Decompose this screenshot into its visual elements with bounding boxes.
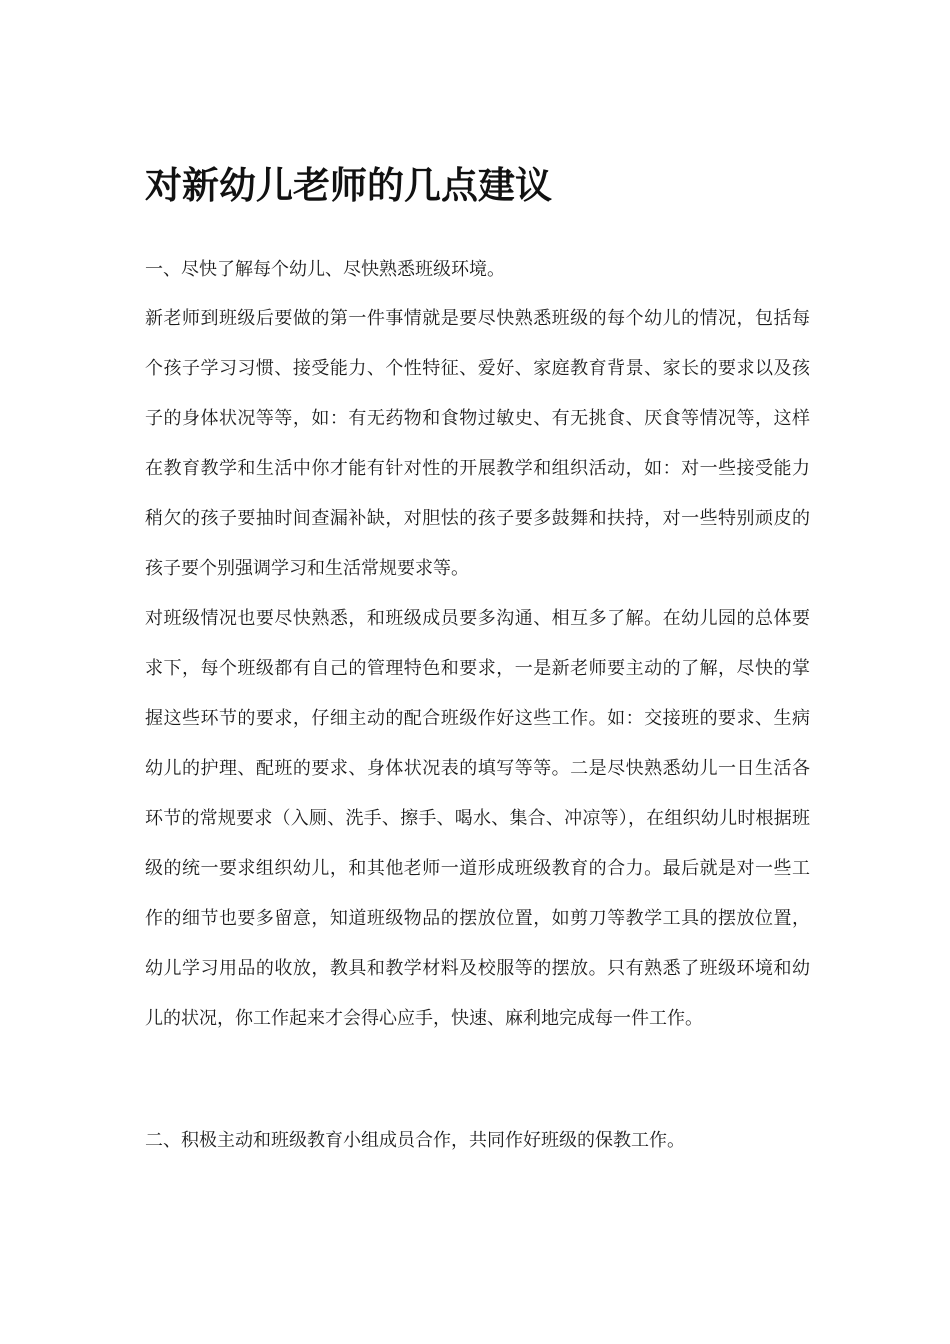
section-heading-1: 一、尽快了解每个幼儿、尽快熟悉班级环境。 (145, 259, 505, 280)
document-title: 对新幼儿老师的几点建议 (145, 164, 552, 207)
section-1-paragraph-2: 对班级情况也要尽快熟悉，和班级成员要多沟通、相互多了解。在幼儿园的总体要求下，每个班级都有自己的管理特色和要求，一是新老师要主动的了解，尽快的掌握这些环节的要求，仔细主动的配合班级作好这些工作。如：交接班的要求、生病幼儿的护理、配班的要求、身体状况表的填写等等。二是尽快熟悉幼儿一日生活各环节的常规要求（入厕、洗手、擦手、喝水、集合、冲凉等），在组织幼儿时根据班级的统一要求组织幼儿，和其他老师一道形成班级教育的合力。最后就是对一些工作的细节也要多留意，知道班级物品的摆放位置，如剪刀等教学工具的摆放位置，幼儿学习用品的收放，教具和教学材料及校服等的摆放。只有熟悉了班级环境和幼儿的状况，你工作起来才会得心应手，快速、麻利地完成每一件工作。 (145, 608, 810, 1029)
section-1-paragraph-1: 新老师到班级后要做的第一件事情就是要尽快熟悉班级的每个幼儿的情况，包括每个孩子学习习惯、接受能力、个性特征、爱好、家庭教育背景、家长的要求以及孩子的身体状况等等，如：有无药物和食物过敏史、有无挑食、厌食等情况等，这样在教育教学和生活中你才能有针对性的开展教学和组织活动，如：对一些接受能力稍欠的孩子要抽时间查漏补缺，对胆怯的孩子要多鼓舞和扶持，对一些特别顽皮的孩子要个别强调学习和生活常规要求等。 (145, 308, 810, 579)
section-heading-2: 二、积极主动和班级教育小组成员合作，共同作好班级的保教工作。 (145, 1130, 685, 1151)
